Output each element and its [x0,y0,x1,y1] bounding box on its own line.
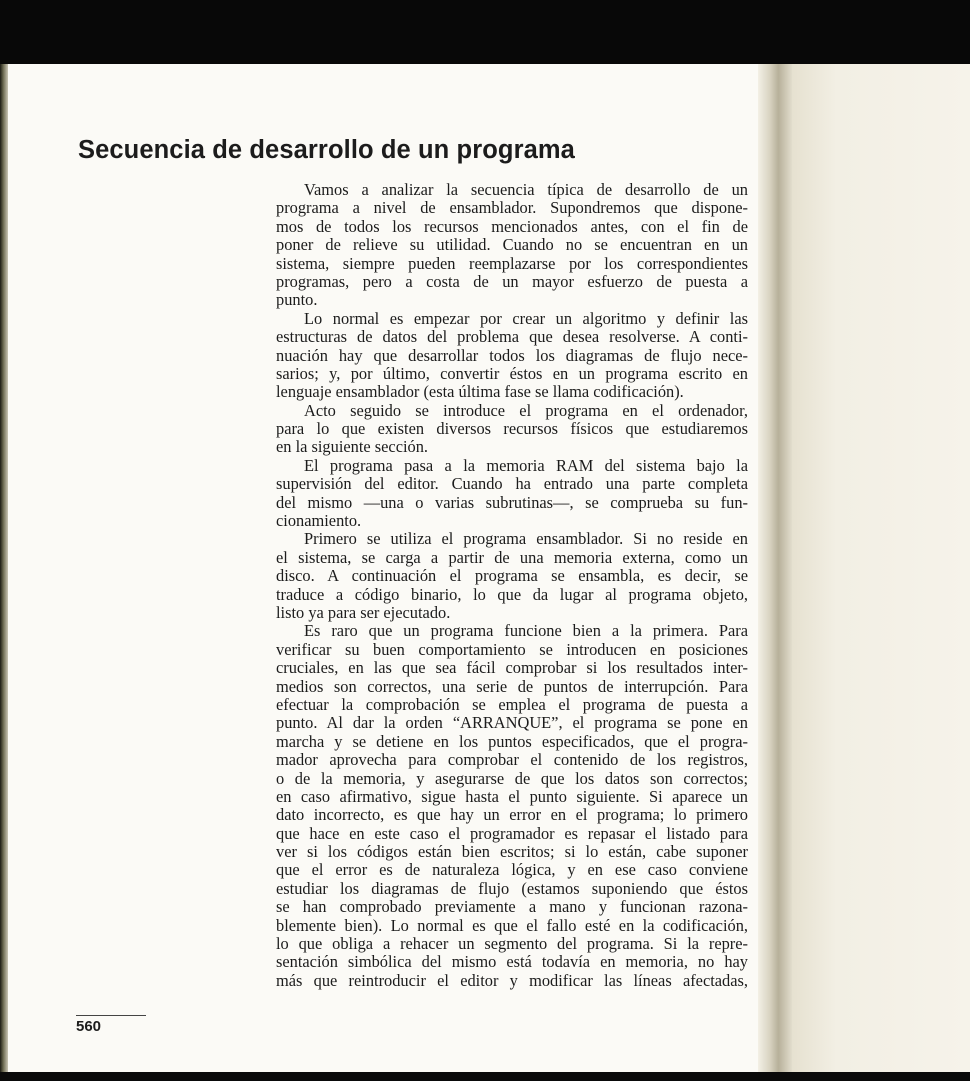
text-line: mos de todos los recursos mencionados antes, con el fin de [276,216,748,236]
text-line: Acto seguido se introduce el programa en el ordenador, [304,400,748,420]
text-line: que el error es de naturaleza lógica, y en ese caso conviene [276,860,748,880]
text-line: listo ya para ser ejecutado. [276,602,451,622]
text-line: Vamos a analizar la secuencia típica de desarrollo de un [304,180,748,199]
text-line: El programa pasa a la memoria RAM del sistema bajo la [304,455,748,475]
text-line: del mismo —una o varias subrutinas—, se comprueba su fun- [276,492,748,512]
text-line: verificar su buen comportamiento se introducen en posiciones [276,639,748,659]
text-line: punto. Al dar la orden “ARRANQUE”, el programa se pone en [276,713,748,733]
text-line: marcha y se detiene en los puntos especificados, que el progra- [276,731,748,751]
text-line: o de la memoria, y asegurarse de que los datos son correctos; [276,768,748,788]
text-line: más que reintroducir el editor y modificar las líneas afectadas, [276,970,748,990]
text-line: cruciales, en las que sea fácil comprobar si los resultados inter- [276,658,748,678]
text-line: sarios; y, por último, convertir éstos en un programa escrito en [276,363,748,383]
text-line: Lo normal es empezar por crear un algoritmo y definir las [304,308,748,328]
text-line: traduce a código binario, lo que da lugar al programa objeto, [276,584,748,604]
text-line: sistema, siempre pueden reemplazarse por los correspondientes [276,253,748,273]
text-line: en la siguiente sección. [276,437,429,457]
text-line: programas, pero a costa de un mayor esfuerzo de puesta a [276,271,748,291]
scan-bottom-border [0,1072,970,1081]
page-left-edge [0,64,8,1072]
text-line: para lo que existen diversos recursos físicos que estudiaremos [276,419,748,439]
text-line: en caso afirmativo, sigue hasta el punto siguiente. Si aparece un [276,786,748,806]
folio-rule [76,1015,146,1016]
text-line: efectuar la comprobación se emplea el programa de puesta a [276,694,748,714]
text-line: que hace en este caso el programador es repasar el listado para [276,823,748,843]
text-line: el sistema, se carga a partir de una memoria externa, como un [276,547,748,567]
body-text [276,181,748,990]
text-line: supervisión del editor. Cuando ha entrado una parte completa [276,474,748,494]
text-line: poner de relieve su utilidad. Cuando no se encuentran en un [276,235,748,255]
page-number: 560 [76,1018,102,1035]
scan-top-border [0,0,970,64]
text-line: cionamiento. [276,511,362,531]
text-line: medios son correctos, una serie de puntos de interrupción. Para [276,676,748,696]
text-line: nuación hay que desarrollar todos los diagramas de flujo nece- [276,345,748,365]
text-line: Primero se utiliza el programa ensamblador. Si no reside en [304,529,748,549]
text-line: mador aprovecha para comprobar el contenido de los registros, [276,750,748,770]
text-line: ver si los códigos están bien escritos; si lo están, cabe suponer [276,842,748,862]
text-line: disco. A continuación el programa se ensambla, es decir, se [276,566,748,586]
text-line: punto. [276,290,318,310]
book-gutter [758,64,792,1072]
text-line: sentación simbólica del mismo está todavía en memoria, no hay [276,952,748,972]
text-line: blemente bien). Lo normal es que el fallo esté en la codificación, [276,915,748,935]
text-line: estructuras de datos del problema que desea resolverse. A conti- [276,327,748,347]
text-line: dato incorrecto, es que hay un error en el programa; lo primero [276,805,748,825]
text-line: programa a nivel de ensamblador. Supondremos que dispone- [276,198,748,218]
text-line: se han comprobado previamente a mano y funcionan razona- [276,897,748,917]
text-line: lo que obliga a rehacer un segmento del programa. Si la repre- [276,934,748,954]
facing-page [792,64,970,1072]
text-line: estudiar los diagramas de flujo (estamos suponiendo que éstos [276,878,748,898]
section-heading: Secuencia de desarrollo de un programa [78,136,575,164]
text-line: lenguaje ensamblador (esta última fase se llama codificación). [276,382,684,402]
text-line: Es raro que un programa funcione bien a la primera. Para [304,621,748,641]
